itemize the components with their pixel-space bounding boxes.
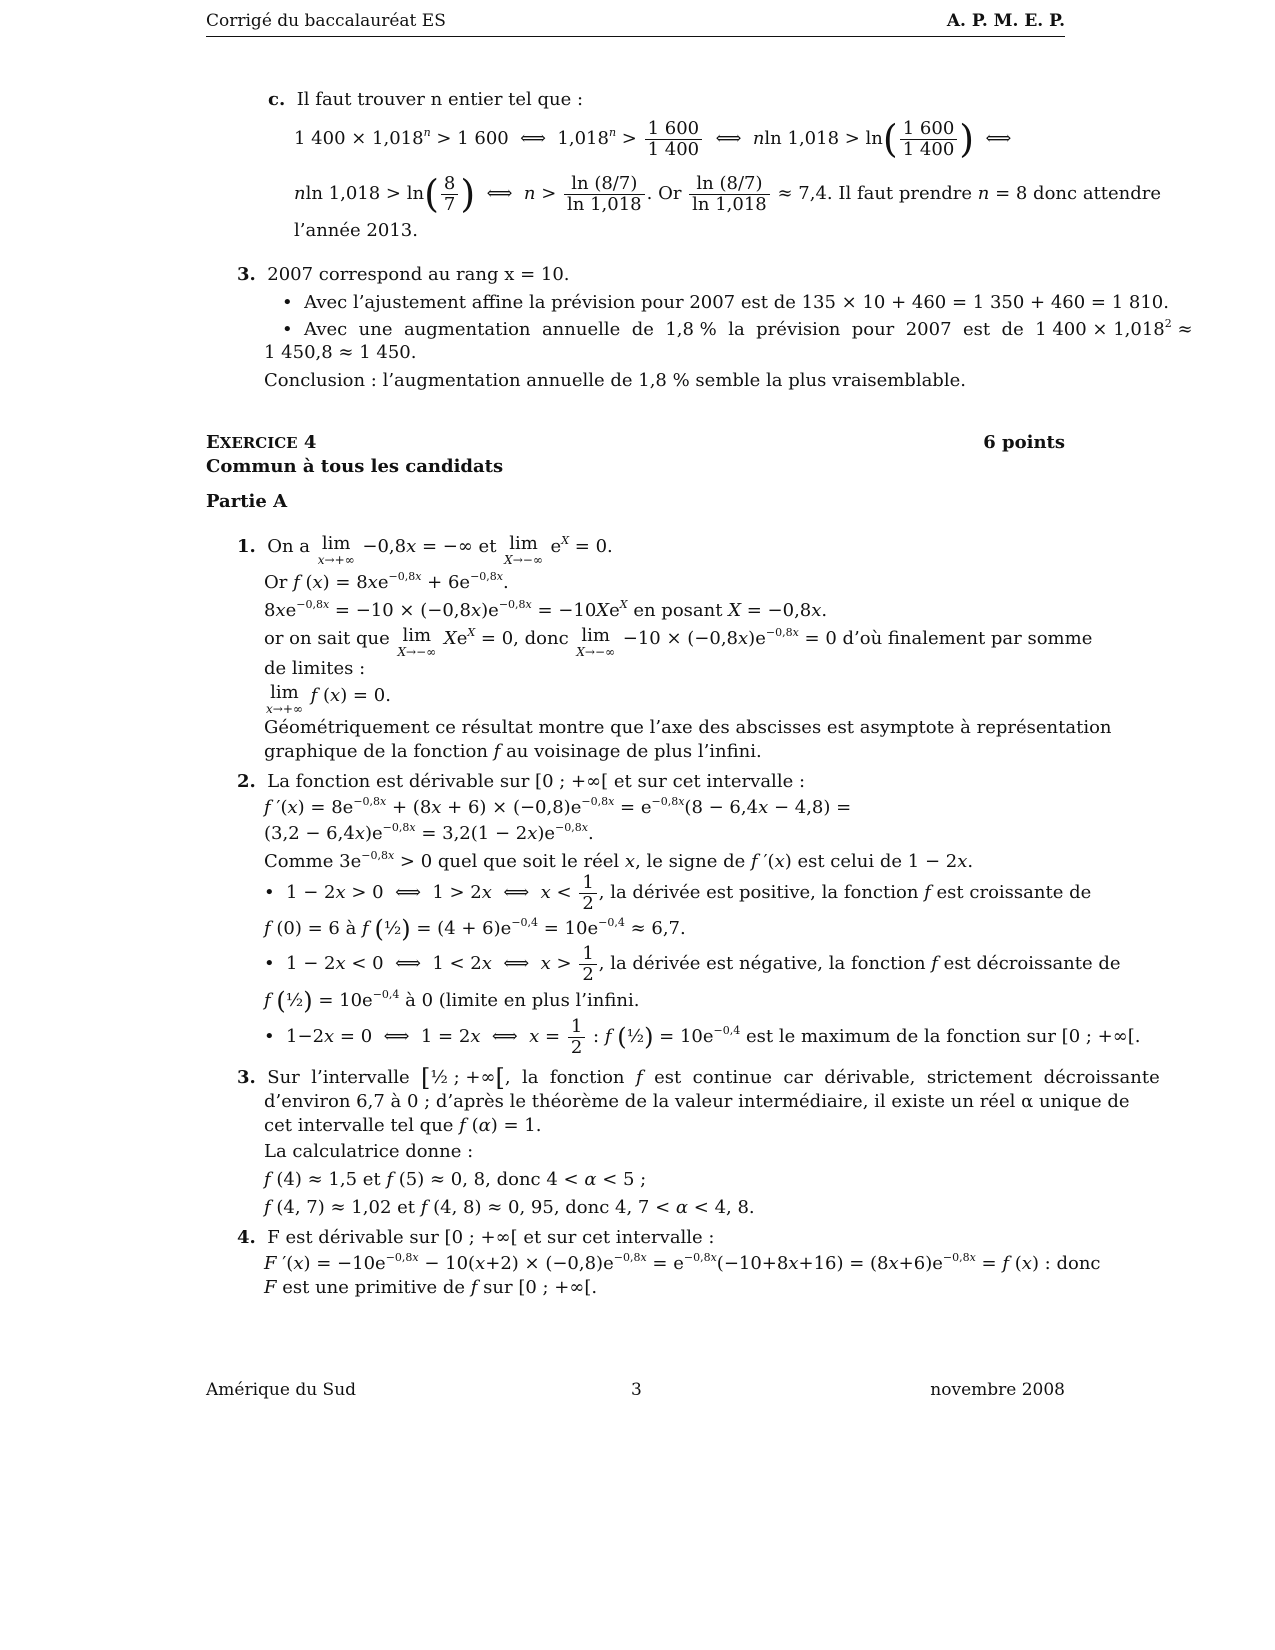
- q2-intro: La fonction est dérivable sur [0 ; +∞[ et sur cet intervalle :: [267, 771, 806, 792]
- q1-line-5: de limites :: [264, 658, 366, 679]
- q1-geometric-2-pre: graphique de la fonction: [264, 741, 488, 762]
- fraction: $\frac{8}{7}$: [441, 174, 458, 215]
- part-a-heading: Partie A: [206, 491, 288, 512]
- fraction: $\frac{1}{2}$: [579, 944, 596, 985]
- q4-derivative: F $'(x) = -10e^{-0,8x} - 10(x+2) \times (-0,8)e^{-0,8x} = e^{-0,8x}(-10+8x+16) = (8x+6)e^{-0,8x} = f$ (x) : donc: [264, 1251, 1101, 1274]
- q1-line-2: Or f $(x) = 8xe^{-0,8x} + 6e^{-0,8x}$.: [264, 570, 509, 593]
- q4-intro: F est dérivable sur [0 ; +∞[ et sur cet intervalle :: [267, 1227, 715, 1248]
- q4-number: 4.: [237, 1227, 256, 1248]
- exercise-subtitle: Commun à tous les candidats: [206, 456, 504, 477]
- q2-number: 2.: [237, 771, 256, 792]
- q2-derivative-1: f $'(x) = 8e^{-0,8x} + (8x + 6) \times (-0,8)e^{-0,8x} = e^{-0,8x}(8 - 6,4x - 4,8)$ =: [264, 795, 852, 818]
- q3-calc: La calculatrice donne :: [264, 1141, 474, 1162]
- q2-bullet-2-end: f (½) = $10e^{-0,4}$ à 0 (limite en plus l’infini.: [264, 987, 640, 1015]
- q3-prev-number: 3.: [237, 264, 256, 285]
- q3-line-2: d’environ 6,7 à 0 ; d’après le théorème de la valeur intermédiaire, il existe un réel α unique de: [264, 1091, 1130, 1112]
- q3-calc-1: f (4) ≈ 1,5 et f (5) ≈ 0, 8, donc 4 < α < 5 ;: [264, 1169, 647, 1190]
- fraction: $\frac{\ln (8/7)}{\ln 1,018}$: [564, 174, 645, 215]
- limit: lim X→−∞: [576, 625, 616, 659]
- q1-number: 1.: [237, 536, 256, 557]
- q3-number: 3.: [237, 1067, 256, 1088]
- limit: lim x→+∞: [266, 682, 303, 716]
- fraction: $\frac{1}{2}$: [579, 873, 596, 914]
- q2-derivative-2: $(3,2 - 6,4x)e^{-0,8x} = 3,2(1 - 2x)e^{-0,8x}$.: [264, 821, 594, 844]
- fraction: $\frac{1 600}{1 400}$: [900, 119, 958, 160]
- equation-line-2: nln 1,018 > ln( $\frac{8}{7}$ ) ⟺ n > $\frac{\ln (8/7)}{\ln 1,018}$ . Or $\frac{\ln (8/7)}{\ln 1,018}$ ≈ 7,4. Il faut prendre n = 8 donc attendre: [294, 172, 1162, 216]
- limit: lim X→−∞: [504, 533, 543, 567]
- q1-limit-result: lim x→+∞ f (x) = 0.: [266, 682, 391, 716]
- running-header-apmep: A. P. M. E. P.: [946, 11, 1065, 31]
- footer-right: novembre 2008: [930, 1380, 1065, 1400]
- part-c-intro-text: Il faut trouver n entier tel que :: [296, 89, 584, 110]
- q3-prev-bullet-2: • Avec une augmentation annuelle de 1,8 % la prévision pour 2007 est de 1 $400 \times 1,018^2$ ≈: [282, 317, 1193, 340]
- q1-line-1: 1. On a lim x→+∞ −0,8x = −∞ et lim X→−∞ $e^X = 0$.: [237, 533, 613, 567]
- fraction: $\frac{1 600}{1 400}$: [645, 119, 703, 160]
- q1-geometric-1: Géométriquement ce résultat montre que l’axe des abscisses est asymptote à représentation: [264, 717, 1112, 738]
- equation-line-1: 1 $400 \times 1,018^n > 1$ 600 ⟺ $1,018^n$ > $\frac{1 600}{1 400}$ ⟺ nln 1,018 > ln( $\frac{1 600}{1 400}$ ) ⟺: [294, 117, 1012, 161]
- q3-prev-rank-text: 2007 correspond au rang x = 10.: [267, 264, 570, 285]
- exercise-title: [206, 432, 316, 454]
- running-header-title: Corrigé du baccalauréat ES: [206, 11, 446, 31]
- q4-line-1: [237, 1227, 715, 1249]
- q4-conclusion: F est une primitive de f sur [0 ; +∞[.: [264, 1277, 598, 1298]
- q3-prev-bullet-1-text: Avec l’ajustement affine la prévision pour 2007 est de 135 × 10 + 460 = 1 350 + 460 = 1 810.: [304, 292, 1169, 313]
- q3-line-3: cet intervalle tel que f (α) = 1.: [264, 1115, 542, 1136]
- header-rule: [206, 36, 1065, 37]
- q1-line-4: or on sait que lim X→−∞ $Xe^X = 0$, donc lim X→−∞ $-10 \times (-0,8x)e^{-0,8x} = 0$ d’où finalement par somme: [264, 625, 1093, 659]
- footer-left: Amérique du Sud: [206, 1380, 357, 1400]
- q3-prev-bullet-1: • Avec l’ajustement affine la prévision pour 2007 est de 135 × 10 + 460 = 1 350 + 460 = 1 810.: [282, 292, 1169, 313]
- q2-bullet-2: • 1 − 2x < 0 ⟺ 1 < 2x ⟺ x > $\frac{1}{2}$ , la dérivée est négative, la fonction f est décroissante de: [264, 942, 1121, 985]
- q3-calc-2: f (4, 7) ≈ 1,02 et f (4, 8) ≈ 0, 95, donc 4, 7 < α < 4, 8.: [264, 1197, 755, 1218]
- q1-line-3: $8xe^{-0,8x} = -10 \times (-0,8x)e^{-0,8x} = -10Xe^X$ en posant X = −0,8x.: [264, 598, 828, 621]
- exercise-title-smallcaps: XERCICE: [219, 434, 298, 452]
- part-c-label: c.: [268, 89, 286, 110]
- q3-prev-conclusion: Conclusion : l’augmentation annuelle de 1,8 % semble la plus vraisemblable.: [264, 370, 966, 391]
- page-number: 3: [631, 1380, 642, 1400]
- q2-bullet-1-end: f (0) = 6 à f (½) = $(4 + 6)e^{-0,4} = 10e^{-0,4} \approx 6,7$.: [264, 915, 686, 943]
- q3-line-1: 3. Sur l’intervalle [½ ; +∞[, la fonction f est continue car dérivable, strictement décroissante: [237, 1064, 1160, 1092]
- fraction: $\frac{1}{2}$: [568, 1017, 585, 1058]
- fraction: $\frac{\ln (8/7)}{\ln 1,018}$: [689, 174, 770, 215]
- limit: lim x→+∞: [317, 533, 355, 567]
- q1-geometric-2: graphique de la fonction f au voisinage de plus l’infini.: [264, 741, 762, 762]
- q3-prev-bullet-2-end: 1 450,8 ≈ 1 450.: [264, 342, 417, 363]
- exercise-title-initial: E: [206, 432, 220, 453]
- q2-bullet-1: • 1 − 2x > 0 ⟺ 1 > 2x ⟺ x < $\frac{1}{2}$ , la dérivée est positive, la fonction f est croissante de: [264, 871, 1092, 914]
- q3-prev-rank: [237, 264, 570, 286]
- limit: lim X→−∞: [397, 625, 437, 659]
- q2-bullet-3: • 1−2x = 0 ⟺ 1 = 2x ⟺ x = $\frac{1}{2}$ : f (½) = $10e^{-0,4}$ est le maximum de la fonction sur [0 ; +∞[.: [264, 1015, 1141, 1058]
- exercise-points: 6 points: [983, 432, 1065, 453]
- q2-sign: Comme $3e^{-0,8x} > 0$ quel que soit le réel x, le signe de f ′(x) est celui de 1 − 2x.: [264, 849, 974, 872]
- part-c-intro: [268, 89, 583, 111]
- q1-geometric-2-post: au voisinage de plus l’infini.: [506, 741, 762, 762]
- exercise-number: 4: [303, 432, 317, 453]
- part-c-conclusion: l’année 2013.: [294, 220, 418, 241]
- q2-line-1: [237, 771, 805, 793]
